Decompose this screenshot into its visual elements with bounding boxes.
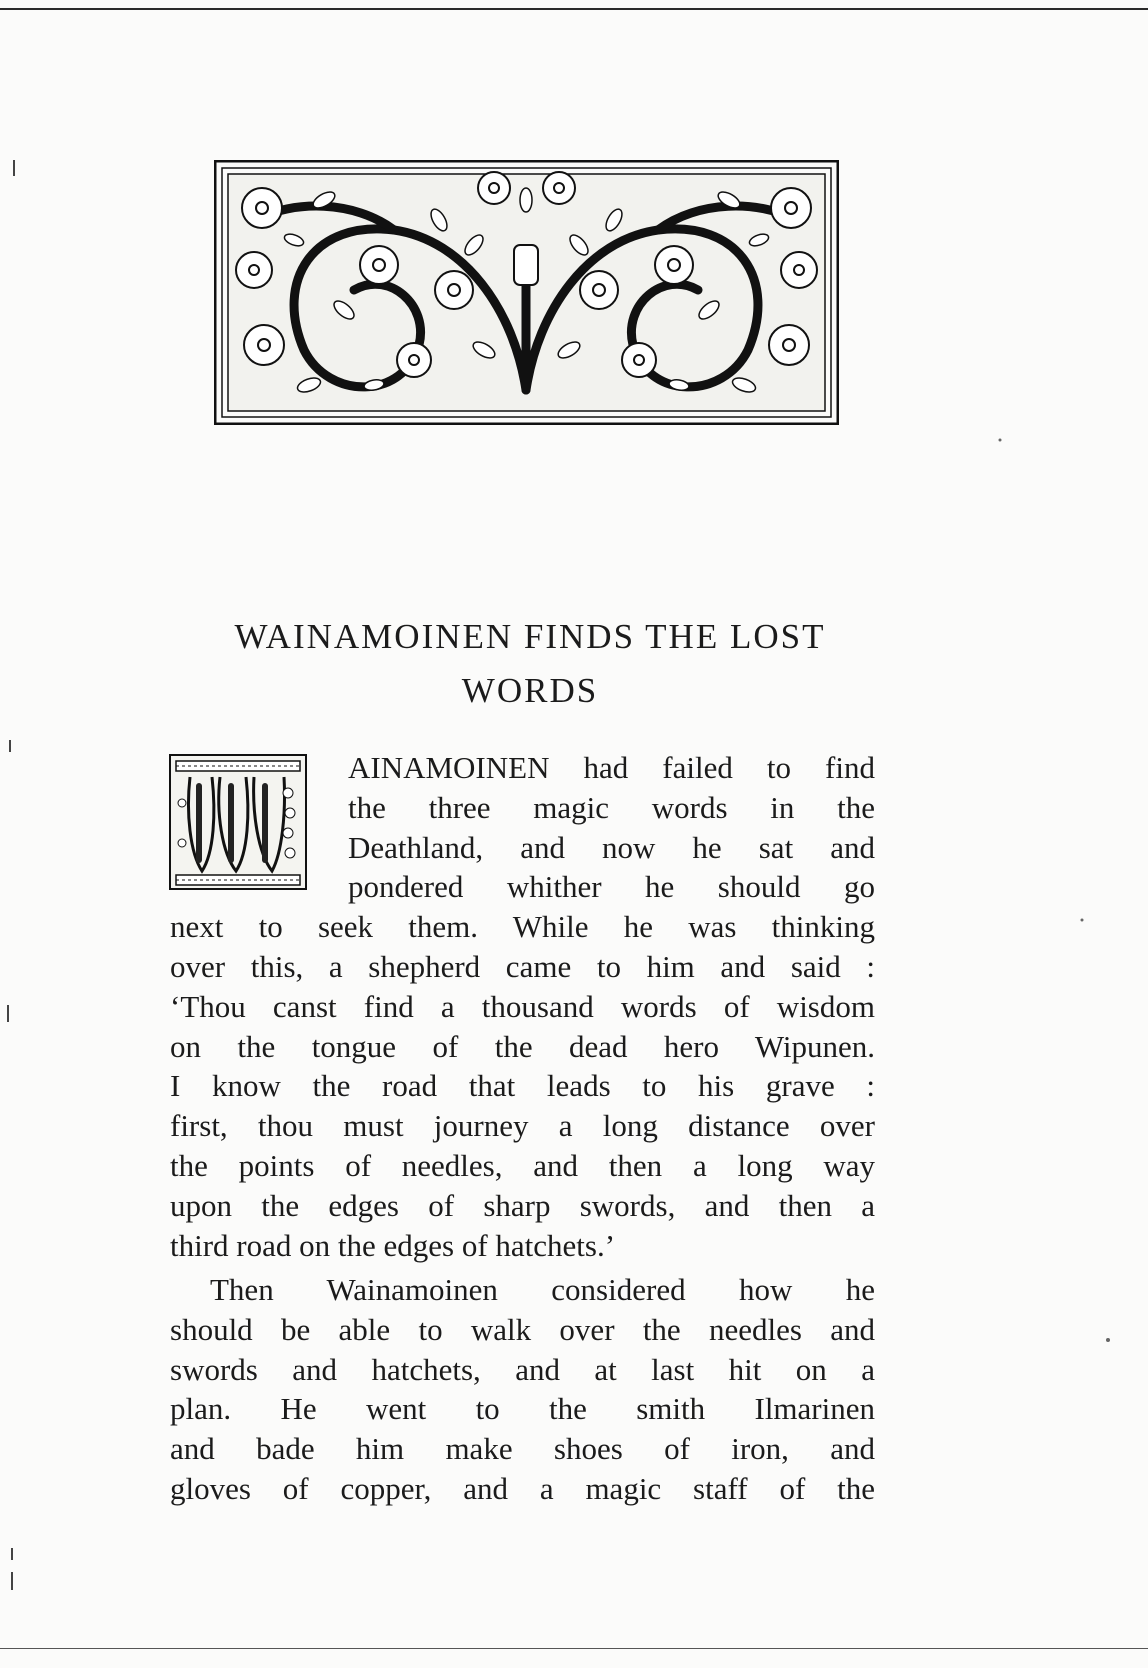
paragraph-line: I know the road that leads to his grave : <box>170 1068 875 1104</box>
paragraph-line: swords and hatchets, and at last hit on a <box>170 1351 875 1387</box>
paragraph-line: over this, a shepherd came to him and said : <box>170 948 875 984</box>
paragraph-line: plan. He went to the smith Ilmarinen <box>170 1391 875 1427</box>
paragraph-line: next to seek them. While he was thinking <box>170 909 875 945</box>
chapter-title-line-1: WAINAMOINEN FINDS THE LOST <box>234 617 826 656</box>
paragraph-line: third road on the edges of hatchets.’ <box>170 1227 616 1263</box>
paragraph-line: pondered whither he should go <box>348 869 875 905</box>
bottom-rule <box>0 1648 1148 1649</box>
paragraph-line: the points of needles, and then a long way <box>170 1147 875 1183</box>
paragraph-line: gloves of copper, and a magic staff of the <box>170 1470 875 1506</box>
paragraph-line: on the tongue of the dead hero Wipunen. <box>170 1028 875 1064</box>
paragraph-line: ‘Thou canst find a thousand words of wisdom <box>170 988 875 1024</box>
paragraph-line: the three magic words in the <box>348 789 875 825</box>
paragraph-line: first, thou must journey a long distance over <box>170 1108 875 1144</box>
paragraph-line: Then Wainamoinen considered how he <box>210 1272 875 1307</box>
paragraph-line: upon the edges of sharp swords, and then a <box>170 1187 875 1223</box>
paragraph-line: should be able to walk over the needles and <box>170 1311 875 1347</box>
paragraph-line: AINAMOINEN had failed to find <box>348 750 875 785</box>
paragraph-line: and bade him make shoes of iron, and <box>170 1431 875 1467</box>
chapter-title-line-2: WORDS <box>461 671 599 710</box>
paragraph-line: Deathland, and now he sat and <box>348 829 875 865</box>
